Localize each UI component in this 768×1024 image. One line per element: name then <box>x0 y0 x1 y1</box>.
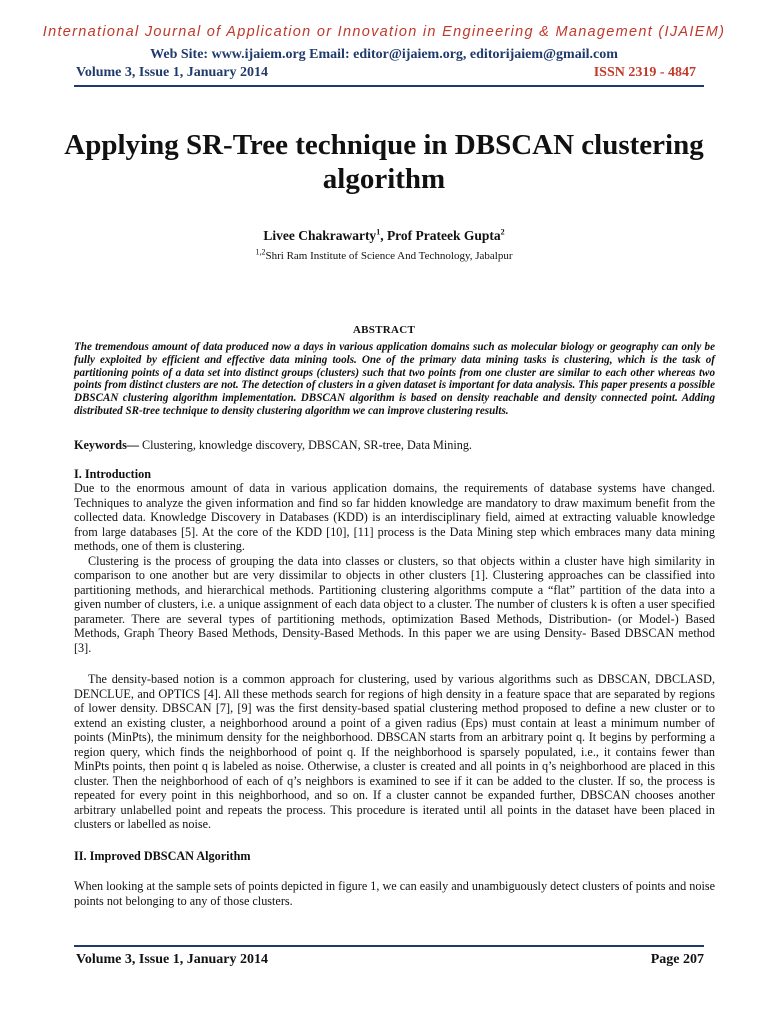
page-number: Page 207 <box>650 952 704 967</box>
affiliation <box>0 247 768 262</box>
intro-paragraph-2: Clustering is the process of grouping the data into classes or clusters, so that objects within a cluster have high similarity in comparison to one another but are very dissimilar to objects in other clusters [1]. Clustering approaches can be classified into partitioning methods, and hierarchical methods. Partitioning clustering algorithms compute a “flat” partition of the data into a given number of clusters, i.e. a unique assignment of each data object to a cluster. The number of clusters k is often a user specified parameter. There are several types of partitioning methods, optimization Based Methods, Distribution- (or Model-) Based Methods, Graph Theory Based Methods, Density-Based Methods. In this paper we are using Density- Based DBSCAN method [3]. <box>74 553 715 655</box>
issn: ISSN 2319 - 4847 <box>593 65 696 80</box>
header-divider <box>74 85 704 87</box>
footer-divider <box>74 945 704 947</box>
abstract-heading: ABSTRACT <box>352 324 416 336</box>
introduction-body <box>74 481 715 655</box>
author-separator: , <box>380 228 387 243</box>
keywords-list: Clustering, knowledge discovery, DBSCAN, SR-tree, Data Mining. <box>139 438 472 452</box>
volume-issue-header: Volume 3, Issue 1, January 2014 <box>76 65 269 80</box>
paper-title: Applying SR-Tree technique in DBSCAN clustering algorithm <box>64 129 704 195</box>
affiliation-text: Shri Ram Institute of Science And Technology, Jabalpur <box>265 250 513 262</box>
intro-paragraph-3: The density-based notion is a common approach for clustering, used by various algorithms such as DBSCAN, DBCLASD, DENCLUE, and OPTICS [4]. All these methods search for regions of high density in a feature space that are separated by regions of lower density. DBSCAN [7], [9] was the first density-based spatial clustering method proposed to define a new cluster or to extend an existing cluster, a neighborhood around a point of a given radius (Eps) must contain at least a minimum number of points (MinPts), the minimum density for the neighborhood. DBSCAN starts from an arbitrary point q. It begins by performing a region query, which finds the neighborhood of point q. If the neighborhood is sparsely populated, i.e., it contains fewer than MinPts points, then point q is labeled as noise. Otherwise, a cluster is created and all points in q’s neighborhood are placed in this cluster. Then the neighborhood of each of q’s neighbors is examined to see if it can be added to the cluster. If so, the process is repeated for every point in this neighborhood, and so on. If a cluster cannot be expanded further, DBSCAN chooses another arbitrary unlabelled point and repeats the process. This procedure is iterated until all points in the dataset have been placed in clusters or labelled as noise. <box>74 672 715 831</box>
keywords <box>74 438 715 453</box>
author-2-affil-mark: 2 <box>500 227 505 237</box>
author-1-affil-mark: 1 <box>376 227 381 237</box>
section-heading-improved-dbscan: II. Improved DBSCAN Algorithm <box>74 849 251 863</box>
section-heading-introduction: I. Introduction <box>74 467 151 481</box>
author-2: Prof Prateek Gupta <box>386 228 501 243</box>
section-2-body <box>74 879 715 908</box>
section-2-paragraph-1: When looking at the sample sets of points depicted in figure 1, we can easily and unambiguously detect clusters of points and noise points not belonging to any of those clusters. <box>74 879 715 908</box>
authors <box>0 228 768 244</box>
keywords-label: Keywords— <box>74 438 139 452</box>
introduction-body-2 <box>74 672 715 832</box>
affiliation-mark: 1,2 <box>255 247 266 257</box>
abstract-text: The tremendous amount of data produced now a days in various application domains such as molecular biology or geography can only be fully exploited by efficient and effective data mining tools. One of the primary data mining tasks is clustering, which is the task of partitioning points of a data set into distinct groups (clusters) such that two points from one cluster are similar to each other whereas two points from distinct clusters are not. The detection of clusters in a given dataset is important for data analysis. This paper presents a possible DBSCAN clustering algorithm implementation. DBSCAN algorithm is based on density reachable and density connected point. Adding distributed SR-tree technique to density clustering algorithm we can improve clustering results. <box>74 341 715 417</box>
intro-paragraph-1: Due to the enormous amount of data in various application domains, the requirements of database systems have changed. Techniques to analyze the given information and find so far hidden knowledge are mandatory to draw maximum benefit from the collected data. Knowledge Discovery in Databases (KDD) is an interdisciplinary field, aimed at extracting valuable knowledge from large databases [5]. At the core of the KDD [10], [11] process is the Data Mining step which embraces many data mining methods, one of them is clustering. <box>74 481 715 553</box>
volume-issue-footer: Volume 3, Issue 1, January 2014 <box>76 952 269 967</box>
website-line: Web Site: www.ijaiem.org Email: editor@ijaiem.org, editorijaiem@gmail.com <box>150 47 618 62</box>
author-1: Livee Chakrawarty <box>263 228 377 243</box>
journal-title: International Journal of Application or Innovation in Engineering & Management (IJAIEM) <box>42 24 726 40</box>
